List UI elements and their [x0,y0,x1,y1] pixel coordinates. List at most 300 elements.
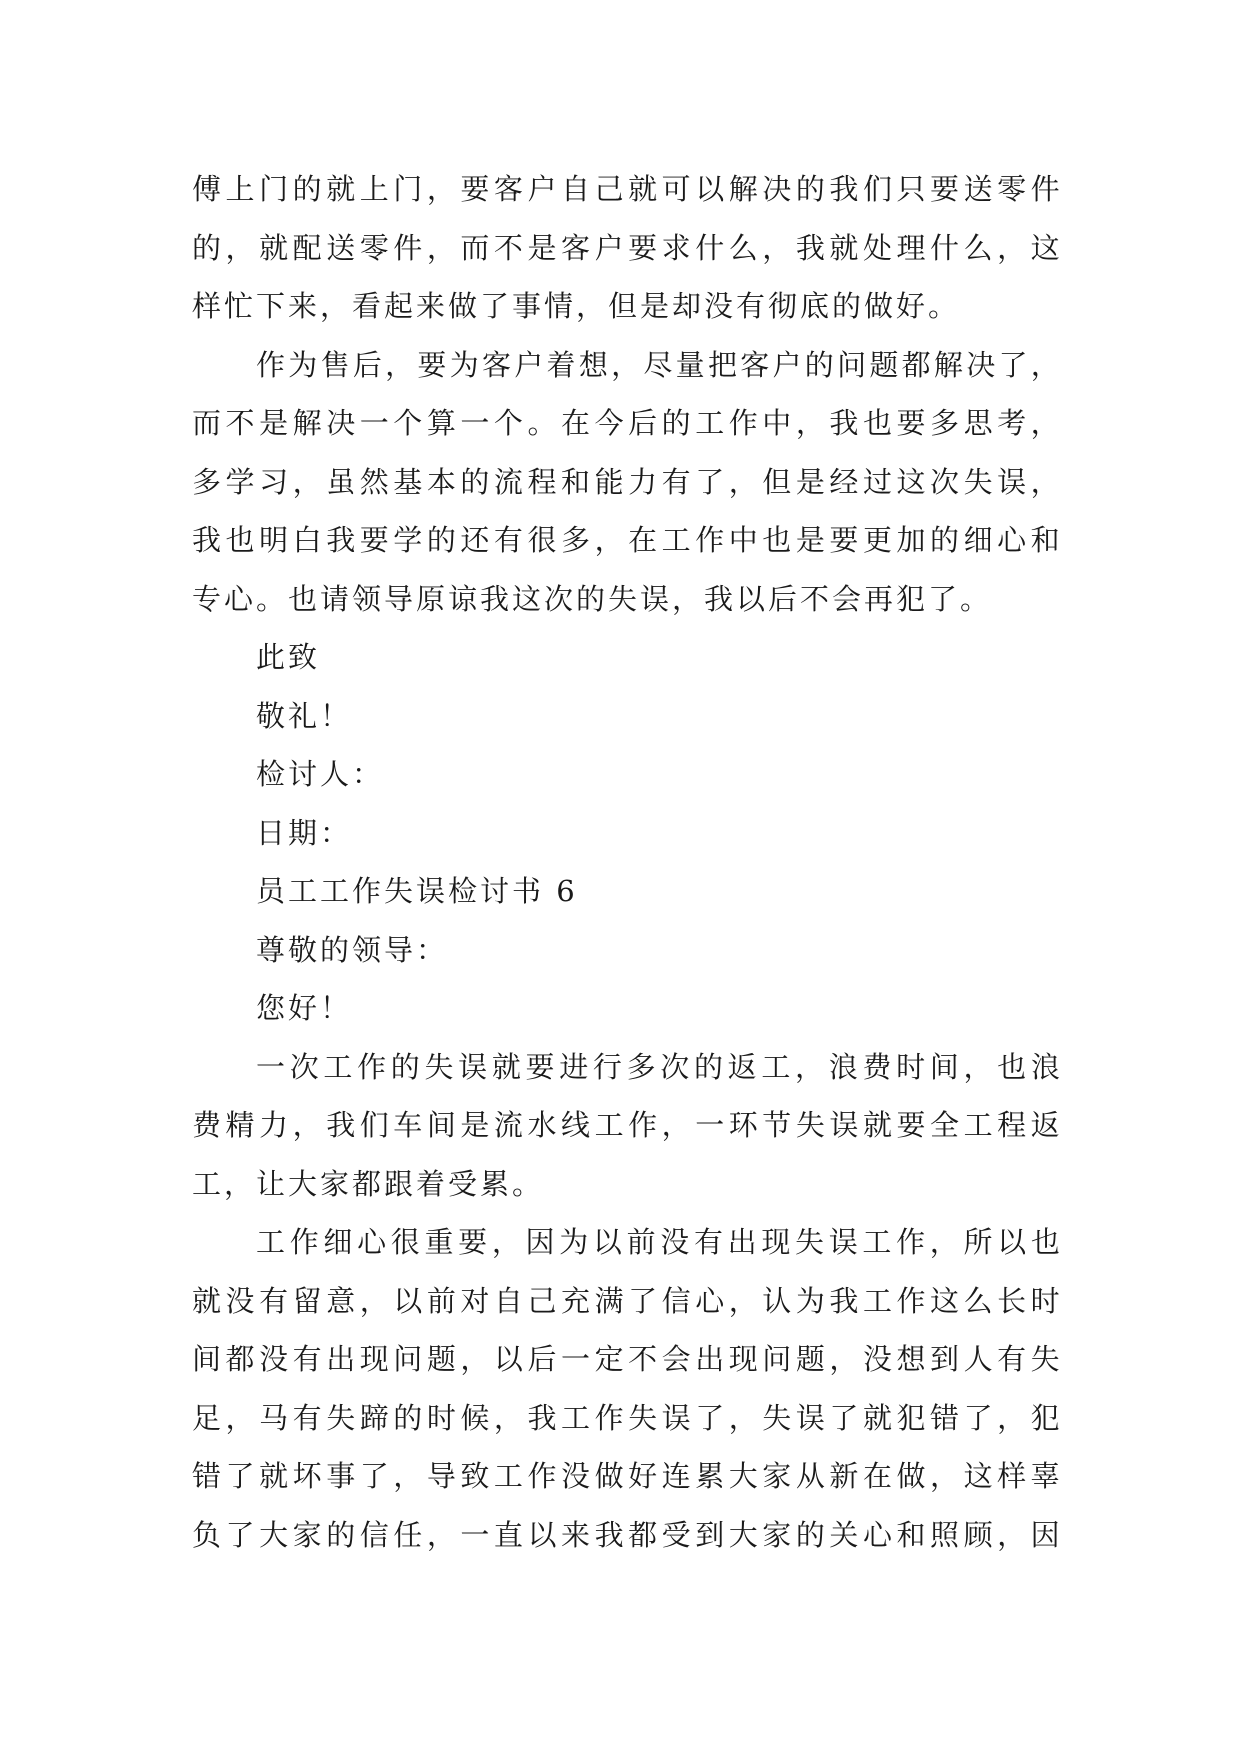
glyph: 什 [930,230,960,265]
glyph: 要 [359,523,389,557]
glyph: 工 [561,1400,591,1435]
glyph: 也 [225,523,255,557]
glyph: 在 [862,1459,892,1493]
glyph: 工 [493,1459,523,1493]
glyph: 就 [628,172,658,206]
glyph: 户 [514,347,544,382]
glyph: 出 [727,1225,757,1259]
glyph: 都 [901,347,931,382]
glyph: 以 [592,1225,622,1259]
glyph: 累 [695,1459,725,1493]
glyph: ， [728,464,758,499]
glyph: 问 [762,1342,792,1376]
glyph: 会 [661,1342,691,1376]
glyph: 受 [661,1517,691,1552]
glyph: 后 [628,406,658,440]
glyph: 出 [326,1342,356,1376]
glyph: 新 [829,1459,859,1493]
glyph: 任 [393,1517,423,1552]
glyph: ， [1030,406,1060,440]
glyph: 想 [578,347,608,382]
glyph: 就 [259,1459,289,1493]
signature-label: 检讨人： [256,757,385,791]
glyph: 家 [762,1517,792,1552]
glyph: 了 [225,1459,255,1493]
glyph: 我 [829,1283,859,1318]
glyph: 量 [675,347,705,382]
glyph: 意 [326,1283,356,1318]
glyph: 基 [393,464,423,499]
glyph: 顾 [963,1517,993,1552]
glyph: 做 [896,1459,926,1493]
glyph: ， [493,1400,523,1435]
glyph: 失 [1030,1342,1060,1376]
glyph: 以 [997,1225,1027,1259]
glyph: 行 [592,1049,622,1084]
glyph: ， [963,1049,993,1084]
glyph: 不 [225,406,255,440]
glyph: 作 [695,523,725,557]
glyph: 次 [930,464,960,499]
glyph: 客 [493,172,523,206]
glyph: 客 [561,230,591,265]
glyph: 零 [359,230,389,265]
glyph: 细 [963,523,993,557]
glyph: 费 [862,1049,892,1084]
glyph: 以 [493,1342,523,1376]
glyph: ， [997,1517,1027,1552]
glyph: 就 [862,1400,892,1435]
glyph: 大 [728,1459,758,1493]
glyph: 费 [192,1108,222,1142]
glyph: 理 [896,230,926,265]
glyph: 在 [561,406,591,440]
glyph: 中 [728,523,758,557]
glyph: 没 [561,1459,591,1493]
glyph: 间 [192,1342,222,1376]
glyph: 题 [426,1342,456,1376]
glyph: 工 [761,1049,791,1084]
glyph: 能 [594,464,624,499]
glyph: 失 [628,1400,658,1435]
glyph: 线 [561,1108,591,1142]
glyph: 没 [259,1342,289,1376]
glyph: 自 [561,172,591,206]
glyph: 一 [561,1342,591,1376]
glyph: 直 [493,1517,523,1552]
glyph: 问 [837,347,867,382]
glyph: 一 [256,1049,286,1084]
glyph: 长 [997,1283,1027,1318]
glyph: 蹄 [359,1400,389,1435]
glyph: 连 [661,1459,691,1493]
glyph: 件 [1030,172,1060,206]
glyph: 从 [795,1459,825,1493]
glyph: 致 [460,1459,490,1493]
glyph: 可 [661,172,691,206]
glyph: 而 [192,406,222,440]
glyph: 这 [963,1459,993,1493]
glyph: 学 [225,464,255,499]
glyph: 都 [628,1517,658,1552]
glyph: 作 [896,1225,926,1259]
glyph: 的 [795,1517,825,1552]
glyph: 程 [527,464,557,499]
text-line [192,1096,1060,1155]
glyph: ， [225,230,255,265]
glyph: 一 [460,1517,490,1552]
glyph: 工 [695,406,725,440]
glyph: 题 [869,347,899,382]
text-line [192,1272,1060,1331]
glyph: 上 [225,172,255,206]
glyph: 的 [460,464,490,499]
glyph: 误 [458,1049,488,1084]
greeting: 您好！ [256,991,353,1025]
glyph: 习 [259,464,289,499]
glyph: ， [829,1342,859,1376]
glyph: 处 [862,230,892,265]
glyph: ， [795,1049,825,1084]
glyph: 明 [259,523,289,557]
text-line [192,1447,1060,1506]
glyph: 个 [493,406,523,440]
glyph: 的 [426,523,456,557]
glyph: 只 [896,172,926,206]
glyph: 决 [326,406,356,440]
glyph: 力 [259,1108,289,1142]
glyph: 好 [628,1459,658,1493]
glyph: 是 [795,464,825,499]
glyph: 就 [326,172,356,206]
glyph: 定 [594,1342,624,1376]
glyph: 要 [525,1049,555,1084]
glyph: 要 [458,1225,488,1259]
glyph: 是 [795,523,825,557]
glyph: 了 [963,1400,993,1435]
greeting-addressee: 尊敬的领导： [256,932,449,967]
glyph: 细 [323,1225,353,1259]
glyph: 关 [829,1517,859,1552]
glyph: 学 [393,523,423,557]
glyph: 时 [426,1400,456,1435]
glyph: 也 [1030,1225,1060,1259]
glyph: 错 [930,1400,960,1435]
glyph: 失 [424,1049,454,1084]
glyph: 导 [426,1459,456,1493]
glyph: 以 [527,1517,557,1552]
glyph: 有 [693,1225,723,1259]
glyph: 门 [259,172,289,206]
glyph: 候 [460,1400,490,1435]
glyph: 算 [426,406,456,440]
glyph: 对 [460,1283,490,1318]
glyph: 出 [695,1342,725,1376]
glyph: 工 [323,1049,353,1084]
glyph: 多 [626,1049,656,1084]
glyph: 也 [762,523,792,557]
glyph: 要 [829,523,859,557]
glyph: 本 [426,464,456,499]
glyph: 多 [561,523,591,557]
glyph: 过 [862,464,892,499]
glyph: 也 [862,406,892,440]
glyph: 这 [1030,230,1060,265]
glyph: 不 [628,1342,658,1376]
glyph: 了 [225,1517,255,1552]
glyph: 照 [930,1517,960,1552]
glyph: 现 [761,1225,791,1259]
glyph: 留 [292,1283,322,1318]
glyph: 重 [424,1225,454,1259]
glyph: 作 [728,406,758,440]
glyph: 户 [527,172,557,206]
glyph: 要 [628,230,658,265]
glyph: 事 [326,1459,356,1493]
glyph: 的 [661,406,691,440]
glyph: ， [426,230,456,265]
glyph: 进 [559,1049,589,1084]
glyph: 程 [997,1108,1027,1142]
glyph: 来 [561,1517,591,1552]
glyph: 作 [289,1225,319,1259]
glyph: 解 [933,347,963,382]
glyph: 户 [772,347,802,382]
glyph: 要 [460,172,490,206]
glyph: 误 [795,1400,825,1435]
glyph: 一 [460,406,490,440]
glyph: 这 [896,464,926,499]
glyph: 有 [259,1283,289,1318]
glyph: 要 [896,1108,926,1142]
glyph: 就 [862,1108,892,1142]
glyph: 心 [997,523,1027,557]
glyph: 为 [795,1283,825,1318]
glyph: 坏 [292,1459,322,1493]
glyph: ， [997,1400,1027,1435]
glyph: 了 [998,347,1028,382]
glyph: 为 [288,347,318,382]
glyph: 加 [896,523,926,557]
glyph: ， [661,1108,691,1142]
glyph: 为 [449,347,479,382]
text-line [192,160,1060,219]
glyph: 失 [795,1225,825,1259]
glyph: 浪 [828,1049,858,1084]
glyph: 解 [292,406,322,440]
glyph: 么 [963,1283,993,1318]
glyph: 个 [393,406,423,440]
glyph: 要 [417,347,447,382]
text-line [192,394,1060,453]
glyph: 水 [527,1108,557,1142]
glyph: 没 [225,1283,255,1318]
glyph: 后 [527,1342,557,1376]
text-line [192,1330,1060,1389]
glyph: 是 [460,1108,490,1142]
glyph: 在 [628,523,658,557]
glyph: 以 [393,1283,423,1318]
glyph: 前 [626,1225,656,1259]
glyph: 以 [695,172,725,206]
glyph: ， [426,1517,456,1552]
glyph: 和 [561,464,591,499]
glyph: 家 [762,1459,792,1493]
glyph: 有 [997,1342,1027,1376]
glyph: 间 [929,1049,959,1084]
glyph: 错 [192,1459,222,1493]
glyph: 上 [359,172,389,206]
glyph: 的 [393,1400,423,1435]
glyph: 了 [695,464,725,499]
glyph: 到 [930,1342,960,1376]
glyph: 客 [740,347,770,382]
text-line [192,1506,1060,1565]
glyph: 样 [997,1459,1027,1493]
glyph: 负 [192,1517,222,1552]
glyph: 很 [390,1225,420,1259]
glyph: 还 [460,523,490,557]
glyph: 为 [559,1225,589,1259]
glyph: 的 [192,230,222,265]
glyph: 作 [594,1400,624,1435]
glyph: 。 [527,406,557,440]
glyph: 时 [1030,1283,1060,1318]
glyph: 自 [493,1283,523,1318]
glyph: 我 [326,1108,356,1142]
glyph: 到 [695,1517,725,1552]
glyph: 是 [527,230,557,265]
glyph: 把 [707,347,737,382]
glyph: 考 [997,406,1027,440]
glyph: 们 [862,172,892,206]
glyph: 了 [359,1459,389,1493]
glyph: 配 [292,230,322,265]
glyph: 满 [594,1283,624,1318]
glyph: 了 [829,1400,859,1435]
glyph: ， [795,406,825,440]
glyph: 就 [829,230,859,265]
glyph: 大 [728,1517,758,1552]
glyph: 己 [594,172,624,206]
glyph: ， [460,1342,490,1376]
glyph: 浪 [1030,1049,1060,1084]
glyph: 么 [963,230,993,265]
glyph: 工 [256,1225,286,1259]
glyph: 工 [594,1108,624,1142]
glyph: 作 [628,1108,658,1142]
glyph: 送 [963,172,993,206]
glyph: 就 [192,1283,222,1318]
text-line [192,1038,1060,1097]
glyph: 经 [829,464,859,499]
glyph: 所 [963,1225,993,1259]
glyph: 的 [804,347,834,382]
glyph: 全 [930,1108,960,1142]
glyph: ， [292,1108,322,1142]
glyph: 作 [896,1283,926,1318]
glyph: 因 [525,1225,555,1259]
text-line: 工，让大家都跟着受累。 [192,1166,545,1201]
glyph: 了 [695,1400,725,1435]
glyph: 犯 [896,1400,926,1435]
glyph: 的 [795,172,825,206]
glyph: 决 [762,172,792,206]
text-line [192,453,1060,512]
glyph: 失 [963,464,993,499]
glyph: 足 [192,1400,222,1435]
glyph: ， [611,347,641,382]
glyph: 现 [728,1342,758,1376]
glyph: 信 [359,1517,389,1552]
glyph: ， [491,1225,521,1259]
glyph: 送 [326,230,356,265]
glyph: 解 [728,172,758,206]
glyph: 着 [546,347,576,382]
glyph: 有 [493,523,523,557]
glyph: 售 [320,347,350,382]
glyph: 我 [326,523,356,557]
glyph: 要 [930,172,960,206]
glyph: 一 [695,1108,725,1142]
glyph: 信 [661,1283,691,1318]
glyph: ， [225,1400,255,1435]
glyph: 而 [460,230,490,265]
glyph: 多 [930,406,960,440]
glyph: 心 [695,1283,725,1318]
glyph: 我 [829,406,859,440]
glyph: 虽 [326,464,356,499]
glyph: 尽 [643,347,673,382]
glyph: 但 [762,464,792,499]
glyph: 傅 [192,172,222,206]
glyph: 车 [393,1108,423,1142]
glyph: ， [1030,464,1060,499]
glyph: 环 [728,1108,758,1142]
glyph: 工 [862,1225,892,1259]
glyph: 么 [728,230,758,265]
glyph: 力 [628,464,658,499]
glyph: ， [930,1459,960,1493]
glyph: 件 [393,230,423,265]
glyph: ， [728,1400,758,1435]
glyph: 的 [326,1517,356,1552]
glyph: 和 [896,1517,926,1552]
glyph: 作 [527,1459,557,1493]
glyph: 辜 [1030,1459,1060,1493]
glyph: ， [1030,347,1060,382]
glyph: 精 [225,1108,255,1142]
glyph: 大 [259,1517,289,1552]
glyph: 间 [426,1108,456,1142]
glyph: 失 [795,1108,825,1142]
text-line [192,1389,1060,1448]
glyph: 的 [292,172,322,206]
glyph: 后 [352,347,382,382]
text-line: 专心。也请领导原谅我这次的失误，我以后不会再犯了。 [192,581,993,616]
glyph: 流 [493,1108,523,1142]
glyph: 问 [393,1342,423,1376]
glyph: 的 [930,523,960,557]
glyph: 误 [828,1225,858,1259]
glyph: 的 [390,1049,420,1084]
text-line [192,219,1060,278]
glyph: 不 [493,230,523,265]
glyph: 客 [481,347,511,382]
glyph: 现 [359,1342,389,1376]
glyph: 白 [292,523,322,557]
glyph: 多 [192,464,222,499]
